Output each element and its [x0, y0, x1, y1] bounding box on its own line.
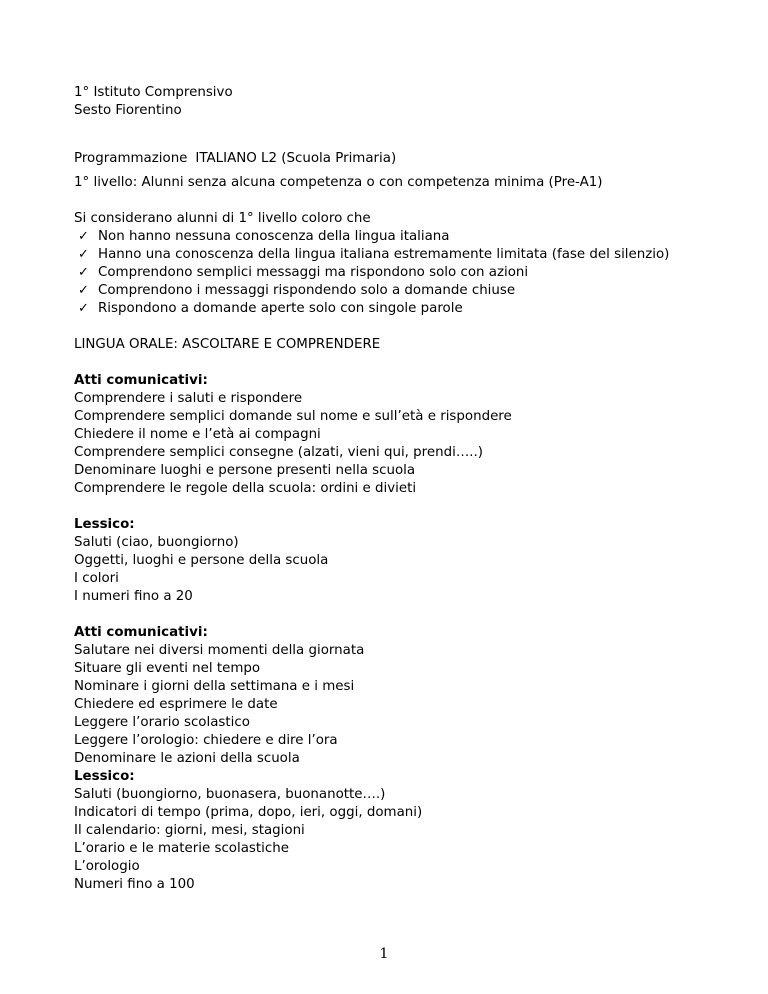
spacer: [74, 318, 714, 336]
list-item: Il calendario: giorni, mesi, stagioni: [74, 823, 305, 838]
list-item: Chiedere il nome e l’età ai compagni: [74, 427, 321, 442]
institute-name: 1° Istituto Comprensivo: [74, 85, 233, 100]
list-item: Chiedere ed esprimere le date: [74, 697, 278, 712]
spacer: [74, 606, 714, 624]
list-item: Nominare i giorni della settimana e i mesi: [74, 679, 355, 694]
check-icon: ✓: [78, 283, 89, 298]
list-item: Leggere l’orario scolastico: [74, 715, 250, 730]
list-item: Salutare nei diversi momenti della giornata: [74, 643, 365, 658]
check-icon: ✓: [78, 265, 89, 280]
criteria-item: ✓ Rispondono a domande aperte solo con singole parole: [78, 301, 463, 316]
list-item: L’orologio: [74, 859, 140, 874]
criteria-item: ✓ Hanno una conoscenza della lingua italiana estremamente limitata (fase del silenzio): [78, 247, 670, 262]
list-item: I numeri fino a 20: [74, 589, 193, 604]
spacer: [74, 498, 714, 516]
criteria-list: [74, 228, 714, 318]
list-item: Comprendere le regole della scuola: ordini e divieti: [74, 481, 417, 496]
title-part-2: ITALIANO L2 (Scuola Primaria): [195, 151, 397, 166]
lessico-heading: Lessico:: [74, 517, 135, 532]
list-item: Comprendere semplici domande sul nome e sull’età e rispondere: [74, 409, 512, 424]
criteria-item: ✓ Comprendono i messaggi rispondendo solo a domande chiuse: [78, 283, 516, 298]
atti-heading: Atti comunicativi:: [74, 373, 208, 388]
page-number: 1: [379, 946, 389, 962]
list-item: Indicatori di tempo (prima, dopo, ieri, oggi, domani): [74, 805, 423, 820]
spacer: [74, 192, 714, 210]
check-icon: ✓: [78, 301, 89, 316]
atti-heading: Atti comunicativi:: [74, 625, 208, 640]
title-part-1: Programmazione: [74, 151, 188, 166]
spacer: [74, 120, 714, 150]
document-title: [74, 150, 714, 168]
list-item: Comprendere i saluti e rispondere: [74, 391, 303, 406]
criteria-item: ✓ Non hanno nessuna conoscenza della lingua italiana: [78, 229, 450, 244]
intro-text: Si considerano alunni di 1° livello coloro che: [74, 211, 371, 226]
list-item: Denominare le azioni della scuola: [74, 751, 300, 766]
list-item: L’orario e le materie scolastiche: [74, 841, 289, 856]
list-item: Situare gli eventi nel tempo: [74, 661, 261, 676]
check-icon: ✓: [78, 229, 89, 244]
criteria-item: ✓ Comprendono semplici messaggi ma rispondono solo con azioni: [78, 265, 529, 280]
lessico-heading: Lessico:: [74, 769, 135, 784]
level-description: 1° livello: Alunni senza alcuna competenza o con competenza minima (Pre-A1): [74, 175, 603, 190]
spacer: [74, 354, 714, 372]
list-item: Leggere l’orologio: chiedere e dire l’ora: [74, 733, 338, 748]
list-item: Comprendere semplici consegne (alzati, vieni qui, prendi…..): [74, 445, 483, 460]
list-item: I colori: [74, 571, 119, 586]
document-page: [74, 84, 714, 894]
list-item: Saluti (buongiorno, buonasera, buonanotte….): [74, 787, 386, 802]
list-item: Oggetti, luoghi e persone della scuola: [74, 553, 329, 568]
list-item: Denominare luoghi e persone presenti nella scuola: [74, 463, 416, 478]
check-icon: ✓: [78, 247, 89, 262]
section-heading: LINGUA ORALE: ASCOLTARE E COMPRENDERE: [74, 337, 381, 352]
list-item: Numeri fino a 100: [74, 877, 195, 892]
city-name: Sesto Fiorentino: [74, 103, 182, 118]
list-item: Saluti (ciao, buongiorno): [74, 535, 239, 550]
